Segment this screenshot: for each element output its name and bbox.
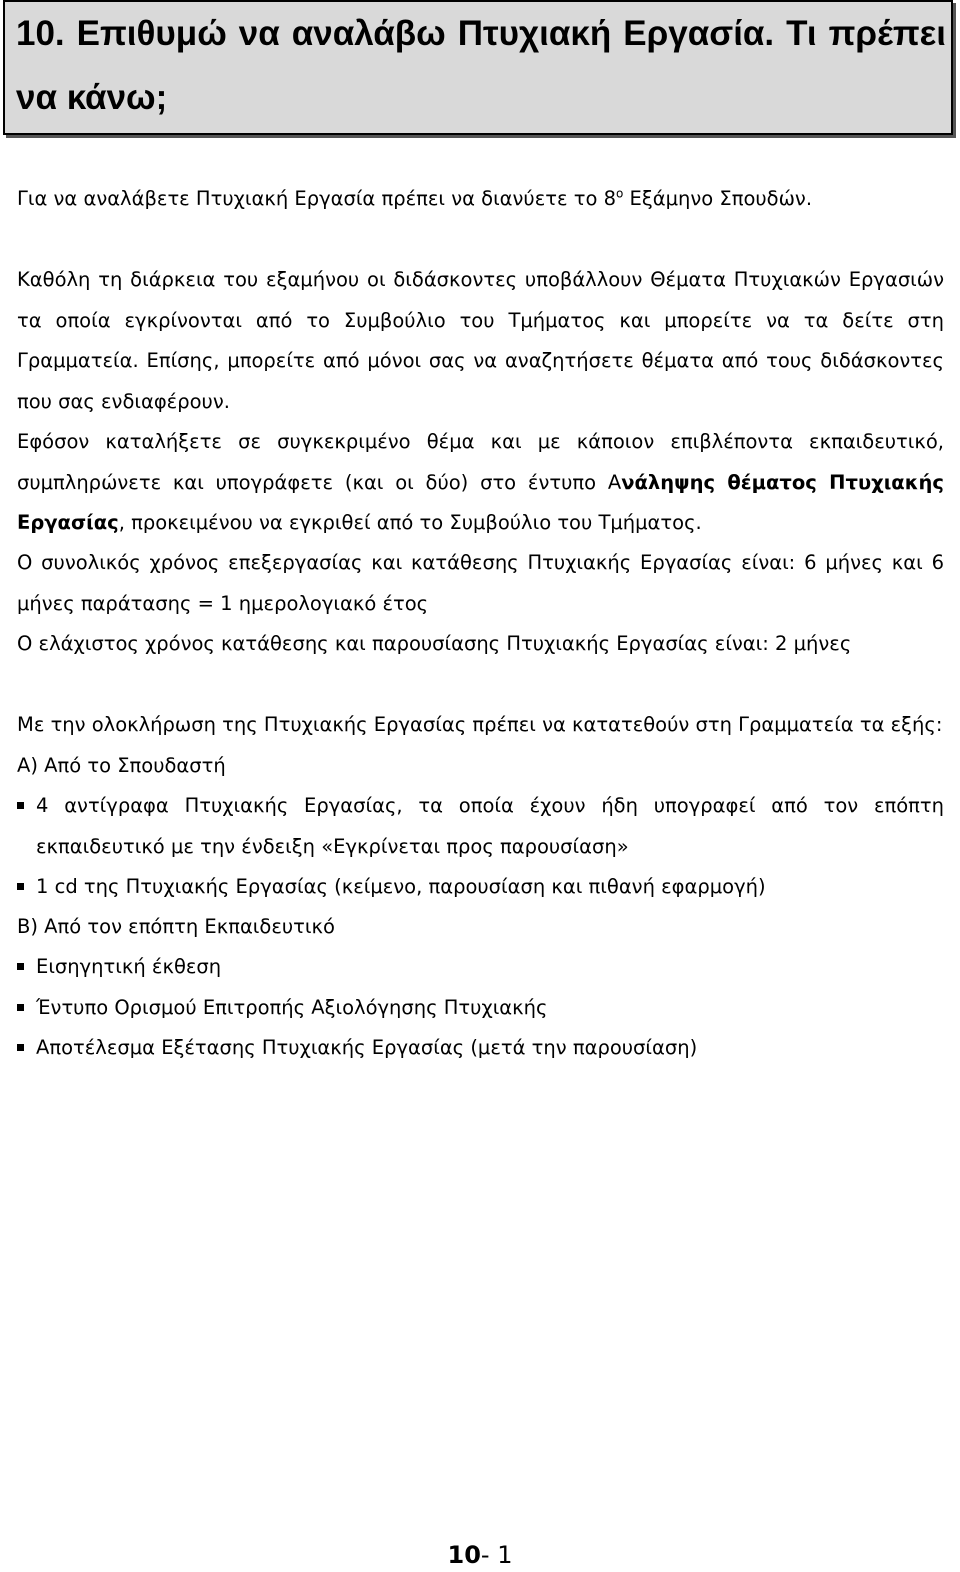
list-item-text: Αποτέλεσμα Εξέτασης Πτυχιακής Εργασίας (μετά την παρουσίαση) [36,1036,698,1059]
list-item-text: Εισηγητική έκθεση [36,955,222,978]
section-heading: 10. Επιθυμώ να αναλάβω Πτυχιακή Εργασία. Τι πρέπει να κάνω; [16,14,946,117]
paragraph-total-duration: Ο συνολικός χρόνος επεξεργασίας και κατάθεσης Πτυχιακής Εργασίας είναι: 6 μήνες και 6 μήνες παράτασης = 1 ημερολογιακό έτος [17,551,944,615]
group-a-title: Α) Από το Σπουδαστή [17,754,226,777]
page-number-rest: - 1 [480,1541,513,1569]
bullet-square-icon [17,802,24,809]
paragraph-topics: Καθόλη τη διάρκεια του εξαμήνου οι διδάσκοντες υποβάλλουν Θέματα Πτυχιακών Εργασιών τα οποία εγκρίνονται από το Συμβούλιο του Τμήματος και μπορείτε να τα δείτε στη Γραμματεία. Επίσης, μπορείτε από μόνοι σας να αναζητήσετε θέματα από τους διδάσκοντες που σας ενδιαφέρουν. [17,268,944,413]
list-item [17,988,944,1029]
bullet-square-icon [17,1004,24,1011]
page-number [0,1538,960,1572]
form-name-bold: νάληψης θέματος Πτυχιακής Εργασίας [17,470,944,534]
paragraph-submission-intro: Με την ολοκλήρωση της Πτυχιακής Εργασίας πρέπει να κατατεθούν στη Γραμματεία τα εξής: [17,713,943,736]
list-item [17,786,944,867]
ordinal-superscript: ο [616,186,624,201]
list-item [17,947,944,988]
bullet-square-icon [17,963,24,970]
paragraph-assignment-text-end: , προκειμένου να εγκριθεί από το Συμβούλιο του Τμήματος. [118,511,702,534]
group-b-list [17,947,944,1069]
bullet-square-icon [17,883,24,890]
paragraph-minimum-duration: Ο ελάχιστος χρόνος κατάθεσης και παρουσίασης Πτυχιακής Εργασίας είναι: 2 μήνες [17,632,852,655]
paragraph-assignment-form [17,422,944,544]
list-item-text: 1 cd της Πτυχιακής Εργασίας (κείμενο, παρουσίαση και πιθανή εφαρμογή) [36,875,766,898]
paragraph-semester-requirement [17,179,944,220]
paragraph-semester-text-end: Εξάμηνο Σπουδών. [623,187,813,210]
bullet-square-icon [17,1044,24,1051]
group-b-title: Β) Από τον επόπτη Εκπαιδευτικό [17,915,335,938]
list-item [17,867,944,908]
list-item [17,1028,944,1069]
group-a-list [17,786,944,908]
list-item-text: Έντυπο Ορισμού Επιτροπής Αξιολόγησης Πτυχιακής [36,995,548,1019]
paragraph-assignment-text: Εφόσον καταλήξετε σε συγκεκριμένο θέμα και με κάποιον επιβλέποντα εκπαιδευτικό, συμπληρώνετε και υπογράφετε (και οι δύο) στο έντυπο Α [17,430,944,494]
page-number-chapter: 10 [447,1541,481,1569]
list-item-text: 4 αντίγραφα Πτυχιακής Εργασίας, τα οποία έχουν ήδη υπογραφεί από τον επόπτη εκπαιδευτικό με την ένδειξη «Εγκρίνεται προς παρουσίαση» [36,794,944,858]
paragraph-semester-text: Για να αναλάβετε Πτυχιακή Εργασία πρέπει να διανύετε το 8 [17,187,617,210]
